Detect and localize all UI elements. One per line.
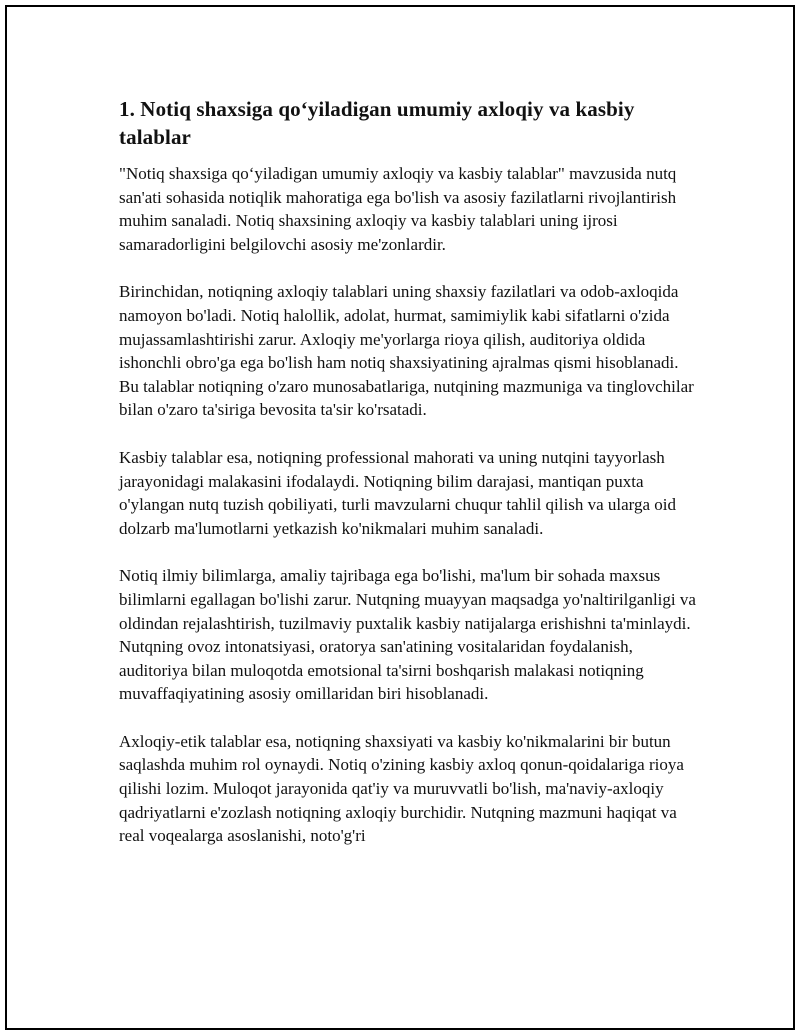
paragraph-knowledge-and-skills: Notiq ilmiy bilimlarga, amaliy tajribaga ega bo'lishi, ma'lum bir sohada maxsus bilimlarni egallagan bo'lishi zarur. Nutqning muayyan maqsadga yo'naltirilganligi va oldindan rejalashtirish, tuzilmaviy puxtalik kasbiy natijalarga erishishni ta'minlaydi. Nutqning ovoz intonatsiyasi, oratorya san'atining vositalaridan foydalanish, auditoriya bilan muloqotda emotsional ta'sirni boshqarish malakasi notiqning muvaffaqiyatining asosiy omillaridan biri hisoblanadi. (119, 566, 696, 704)
document-body (119, 95, 699, 872)
page-frame (5, 5, 795, 1030)
paragraph-intro: "Notiq shaxsiga qo‘yiladigan umumiy axloqiy va kasbiy talablar" mavzusida nutq san'ati sohasida notiqlik mahoratiga ega bo'lish va asosiy fazilatlarni rivojlantirish muhim sanaladi. Notiq shaxsining axloqiy va kasbiy talablari uning ijrosi samaradorligini belgilovchi asosiy me'zonlardir. (119, 164, 677, 254)
paragraph-ethical-requirements: Birinchidan, notiqning axloqiy talablari uning shaxsiy fazilatlari va odob-axloqida namoyon bo'ladi. Notiq halollik, adolat, hurmat, samimiylik kabi sifatlarni o'zida mujassamlashtirishi zarur. Axloqiy me'yorlarga rioya qilish, auditoriya oldida ishonchli obro'ga ega bo'lish ham notiq shaxsiyatining ajralmas qismi hisoblanadi. Bu talablar notiqning o'zaro munosabatlariga, nutqining mazmuniga va tinglovchilar bilan o'zaro ta'siriga bevosita ta'sir ko'rsatadi. (119, 282, 694, 420)
section-heading: 1. Notiq shaxsiga qo‘yiladigan umumiy axloqiy va kasbiy talablar (119, 97, 635, 149)
paragraph-professional-requirements: Kasbiy talablar esa, notiqning professional mahorati va uning nutqini tayyorlash jarayonidagi malakasini ifodalaydi. Notiqning bilim darajasi, mantiqan puxta o'ylangan nutq tuzish qobiliyati, turli mavzularni chuqur tahlil qilish va ularga oid dolzarb ma'lumotlarni yetkazish ko'nikmalari muhim sanaladi. (119, 447, 677, 538)
paragraph-ethics-and-conduct: Axloqiy-etik talablar esa, notiqning shaxsiyati va kasbiy ko'nikmalarini bir butun saqlashda muhim rol oynaydi. Notiq o'zining kasbiy axloq qonun-qoidalariga rioya qilishi lozim. Muloqot jarayonida qat'iy va muruvvatli bo'lish, ma'naviy-axloqiy qadriyatlarni e'zozlash notiqning axloqiy burchidir. Nutqning mazmuni haqiqat va real voqealarga asoslanishi, noto'g'ri (119, 731, 684, 846)
